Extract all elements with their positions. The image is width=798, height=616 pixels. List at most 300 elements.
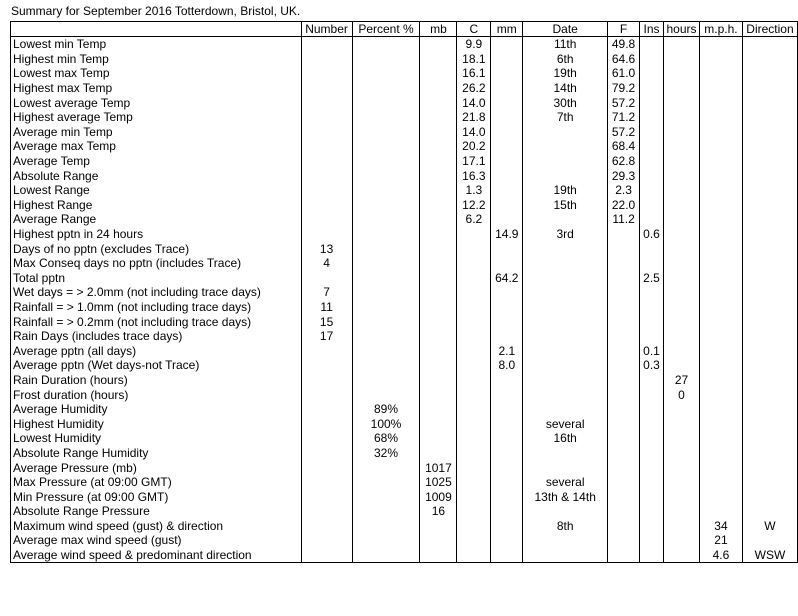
column-header-date: Date: [523, 22, 608, 37]
cell-fahrenheit: 29.3: [608, 168, 640, 183]
cell-number: 7: [301, 285, 352, 300]
cell-mm: [491, 446, 523, 461]
cell-percent: [352, 256, 420, 271]
table-row: [11, 37, 798, 52]
cell-inches: [640, 533, 664, 548]
cell-inches: [640, 373, 664, 388]
cell-fahrenheit: [608, 241, 640, 256]
cell-direction: [742, 446, 797, 461]
cell-date: 11th: [523, 37, 608, 52]
cell-mph: [699, 489, 742, 504]
table-row: [11, 256, 798, 271]
cell-celsius: [457, 373, 491, 388]
cell-mph: 21: [699, 533, 742, 548]
cell-hours: [664, 95, 700, 110]
cell-celsius: [457, 548, 491, 563]
cell-inches: [640, 95, 664, 110]
cell-inches: [640, 460, 664, 475]
cell-celsius: 16.1: [457, 66, 491, 81]
cell-mm: [491, 460, 523, 475]
cell-fahrenheit: 62.8: [608, 154, 640, 169]
cell-date: 13th & 14th: [523, 489, 608, 504]
cell-celsius: [457, 460, 491, 475]
cell-hours: [664, 241, 700, 256]
cell-percent: [352, 387, 420, 402]
table-row: [11, 168, 798, 183]
column-header-fahrenheit: F: [608, 22, 640, 37]
cell-inches: [640, 475, 664, 490]
cell-date: 30th: [523, 95, 608, 110]
cell-percent: [352, 241, 420, 256]
table-row: [11, 212, 798, 227]
cell-number: [301, 125, 352, 140]
cell-number: [301, 198, 352, 213]
cell-mph: [699, 387, 742, 402]
cell-date: [523, 241, 608, 256]
cell-percent: [352, 373, 420, 388]
cell-celsius: [457, 504, 491, 519]
page-title: Summary for September 2016 Totterdown, Bristol, UK.: [11, 4, 301, 18]
column-header-celsius: C: [457, 22, 491, 37]
cell-celsius: 9.9: [457, 37, 491, 52]
cell-mm: [491, 125, 523, 140]
cell-hours: [664, 154, 700, 169]
cell-inches: [640, 81, 664, 96]
cell-number: [301, 66, 352, 81]
table-row: [11, 154, 798, 169]
cell-hours: [664, 110, 700, 125]
cell-hours: [664, 504, 700, 519]
cell-direction: [742, 314, 797, 329]
cell-date: [523, 533, 608, 548]
cell-direction: [742, 256, 797, 271]
cell-mph: [699, 402, 742, 417]
row-label: Rain Days (includes trace days): [11, 329, 302, 344]
row-label: Min Pressure (at 09:00 GMT): [11, 489, 302, 504]
cell-hours: [664, 81, 700, 96]
cell-inches: [640, 212, 664, 227]
cell-celsius: [457, 519, 491, 534]
cell-celsius: 12.2: [457, 198, 491, 213]
cell-number: [301, 358, 352, 373]
column-header-direction: Direction: [742, 22, 797, 37]
cell-hours: [664, 343, 700, 358]
cell-date: [523, 212, 608, 227]
cell-direction: [742, 241, 797, 256]
cell-mph: [699, 504, 742, 519]
cell-celsius: [457, 358, 491, 373]
cell-mb: [420, 212, 457, 227]
row-label: Average Range: [11, 212, 302, 227]
cell-hours: [664, 271, 700, 286]
cell-fahrenheit: 61.0: [608, 66, 640, 81]
cell-hours: [664, 168, 700, 183]
cell-mm: 8.0: [491, 358, 523, 373]
cell-percent: [352, 271, 420, 286]
cell-percent: [352, 358, 420, 373]
cell-celsius: 26.2: [457, 81, 491, 96]
cell-hours: [664, 431, 700, 446]
cell-mm: [491, 110, 523, 125]
cell-inches: [640, 183, 664, 198]
column-header-mm: mm: [491, 22, 523, 37]
cell-number: [301, 95, 352, 110]
cell-direction: [742, 402, 797, 417]
cell-hours: [664, 227, 700, 242]
cell-number: [301, 212, 352, 227]
cell-percent: [352, 475, 420, 490]
cell-mb: [420, 37, 457, 52]
cell-mm: [491, 81, 523, 96]
header-row: [11, 22, 798, 37]
cell-mph: [699, 475, 742, 490]
cell-direction: [742, 416, 797, 431]
cell-date: [523, 314, 608, 329]
cell-inches: [640, 314, 664, 329]
cell-hours: [664, 183, 700, 198]
cell-percent: [352, 519, 420, 534]
cell-mph: [699, 227, 742, 242]
cell-inches: [640, 300, 664, 315]
cell-inches: 0.6: [640, 227, 664, 242]
cell-mph: [699, 431, 742, 446]
row-label: Highest max Temp: [11, 81, 302, 96]
column-header-label: [11, 22, 302, 37]
cell-hours: [664, 329, 700, 344]
cell-mph: [699, 66, 742, 81]
column-header-mb: mb: [420, 22, 457, 37]
cell-hours: [664, 548, 700, 563]
cell-mph: [699, 285, 742, 300]
cell-fahrenheit: [608, 504, 640, 519]
cell-celsius: 14.0: [457, 125, 491, 140]
cell-date: 15th: [523, 198, 608, 213]
table-row: [11, 446, 798, 461]
cell-direction: [742, 95, 797, 110]
row-label: Absolute Range Pressure: [11, 504, 302, 519]
cell-mph: [699, 198, 742, 213]
cell-mb: [420, 314, 457, 329]
cell-hours: 27: [664, 373, 700, 388]
cell-mb: [420, 139, 457, 154]
cell-hours: [664, 533, 700, 548]
cell-direction: [742, 300, 797, 315]
cell-mm: 2.1: [491, 343, 523, 358]
cell-fahrenheit: 57.2: [608, 95, 640, 110]
cell-mph: [699, 256, 742, 271]
table-row: [11, 519, 798, 534]
cell-fahrenheit: [608, 548, 640, 563]
cell-inches: [640, 168, 664, 183]
row-label: Average max wind speed (gust): [11, 533, 302, 548]
cell-celsius: [457, 227, 491, 242]
cell-percent: 68%: [352, 431, 420, 446]
cell-mm: [491, 285, 523, 300]
table-row: [11, 373, 798, 388]
cell-date: [523, 446, 608, 461]
table-body: [11, 37, 798, 563]
cell-percent: [352, 125, 420, 140]
row-label: Lowest average Temp: [11, 95, 302, 110]
cell-celsius: [457, 271, 491, 286]
cell-mm: [491, 548, 523, 563]
row-label: Lowest Humidity: [11, 431, 302, 446]
cell-percent: [352, 212, 420, 227]
cell-fahrenheit: [608, 519, 640, 534]
cell-mph: [699, 81, 742, 96]
cell-mph: [699, 300, 742, 315]
row-label: Total pptn: [11, 271, 302, 286]
cell-mb: [420, 387, 457, 402]
table-row: [11, 329, 798, 344]
cell-number: [301, 548, 352, 563]
cell-number: [301, 227, 352, 242]
table-row: [11, 81, 798, 96]
cell-mb: [420, 256, 457, 271]
row-label: Highest average Temp: [11, 110, 302, 125]
cell-celsius: [457, 475, 491, 490]
cell-percent: [352, 489, 420, 504]
cell-fahrenheit: [608, 373, 640, 388]
row-label: Maximum wind speed (gust) & direction: [11, 519, 302, 534]
cell-celsius: [457, 533, 491, 548]
row-label: Average min Temp: [11, 125, 302, 140]
cell-direction: [742, 66, 797, 81]
cell-fahrenheit: 64.6: [608, 52, 640, 67]
cell-percent: [352, 533, 420, 548]
cell-percent: [352, 548, 420, 563]
cell-date: [523, 329, 608, 344]
cell-date: [523, 300, 608, 315]
cell-inches: [640, 37, 664, 52]
cell-direction: [742, 329, 797, 344]
cell-inches: 0.1: [640, 343, 664, 358]
cell-mph: [699, 110, 742, 125]
cell-inches: [640, 329, 664, 344]
cell-number: 15: [301, 314, 352, 329]
cell-date: [523, 548, 608, 563]
cell-mph: [699, 446, 742, 461]
cell-percent: [352, 154, 420, 169]
cell-hours: [664, 314, 700, 329]
cell-date: [523, 387, 608, 402]
cell-inches: [640, 489, 664, 504]
cell-mb: 1017: [420, 460, 457, 475]
cell-inches: 2.5: [640, 271, 664, 286]
column-header-inches: Ins: [640, 22, 664, 37]
cell-mb: [420, 154, 457, 169]
cell-mph: [699, 52, 742, 67]
cell-mb: [420, 416, 457, 431]
cell-mph: [699, 329, 742, 344]
cell-date: several: [523, 416, 608, 431]
cell-inches: 0.3: [640, 358, 664, 373]
cell-mph: [699, 168, 742, 183]
table-row: [11, 285, 798, 300]
cell-mb: [420, 125, 457, 140]
cell-mb: [420, 183, 457, 198]
cell-direction: [742, 139, 797, 154]
cell-mb: [420, 110, 457, 125]
cell-hours: [664, 416, 700, 431]
row-label: Rainfall = > 1.0mm (not including trace days): [11, 300, 302, 315]
cell-celsius: [457, 387, 491, 402]
cell-fahrenheit: [608, 227, 640, 242]
cell-number: [301, 373, 352, 388]
cell-date: 3rd: [523, 227, 608, 242]
cell-fahrenheit: 22.0: [608, 198, 640, 213]
row-label: Days of no pptn (excludes Trace): [11, 241, 302, 256]
cell-mb: [420, 533, 457, 548]
cell-inches: [640, 110, 664, 125]
cell-fahrenheit: [608, 387, 640, 402]
cell-mb: [420, 95, 457, 110]
cell-percent: [352, 198, 420, 213]
table-row: [11, 183, 798, 198]
cell-direction: [742, 52, 797, 67]
table-row: [11, 460, 798, 475]
cell-direction: [742, 489, 797, 504]
cell-fahrenheit: 11.2: [608, 212, 640, 227]
cell-direction: [742, 343, 797, 358]
cell-celsius: [457, 329, 491, 344]
cell-percent: [352, 343, 420, 358]
cell-fahrenheit: [608, 285, 640, 300]
cell-mb: [420, 548, 457, 563]
cell-inches: [640, 154, 664, 169]
cell-mb: [420, 343, 457, 358]
cell-mb: [420, 329, 457, 344]
cell-celsius: [457, 446, 491, 461]
row-label: Rain Duration (hours): [11, 373, 302, 388]
cell-percent: [352, 504, 420, 519]
cell-inches: [640, 256, 664, 271]
cell-hours: [664, 37, 700, 52]
cell-mm: [491, 300, 523, 315]
row-label: Lowest max Temp: [11, 66, 302, 81]
cell-mph: [699, 358, 742, 373]
cell-number: [301, 139, 352, 154]
cell-hours: [664, 402, 700, 417]
cell-number: [301, 533, 352, 548]
cell-number: 17: [301, 329, 352, 344]
table-row: [11, 139, 798, 154]
table-row: [11, 110, 798, 125]
cell-hours: [664, 475, 700, 490]
cell-hours: [664, 519, 700, 534]
summary-table: [10, 21, 798, 563]
cell-inches: [640, 402, 664, 417]
row-label: Average pptn (all days): [11, 343, 302, 358]
cell-direction: [742, 373, 797, 388]
row-label: Average max Temp: [11, 139, 302, 154]
cell-inches: [640, 52, 664, 67]
row-label: Lowest Range: [11, 183, 302, 198]
cell-direction: [742, 504, 797, 519]
cell-percent: [352, 314, 420, 329]
cell-mm: [491, 154, 523, 169]
cell-direction: [742, 533, 797, 548]
cell-hours: [664, 66, 700, 81]
cell-hours: [664, 460, 700, 475]
cell-date: 16th: [523, 431, 608, 446]
row-label: Highest Humidity: [11, 416, 302, 431]
cell-inches: [640, 519, 664, 534]
cell-direction: [742, 81, 797, 96]
cell-mph: [699, 125, 742, 140]
row-label: Wet days = > 2.0mm (not including trace days): [11, 285, 302, 300]
cell-percent: [352, 95, 420, 110]
cell-celsius: 6.2: [457, 212, 491, 227]
cell-percent: [352, 329, 420, 344]
cell-fahrenheit: 71.2: [608, 110, 640, 125]
cell-mm: [491, 329, 523, 344]
cell-inches: [640, 504, 664, 519]
cell-number: [301, 183, 352, 198]
cell-fahrenheit: [608, 489, 640, 504]
cell-number: [301, 343, 352, 358]
cell-mm: 64.2: [491, 271, 523, 286]
cell-percent: [352, 52, 420, 67]
cell-date: 14th: [523, 81, 608, 96]
cell-hours: [664, 198, 700, 213]
cell-fahrenheit: [608, 256, 640, 271]
cell-hours: [664, 446, 700, 461]
cell-mph: [699, 154, 742, 169]
row-label: Average Pressure (mb): [11, 460, 302, 475]
cell-inches: [640, 446, 664, 461]
table-row: [11, 431, 798, 446]
table-row: [11, 358, 798, 373]
cell-celsius: [457, 343, 491, 358]
column-header-mph: m.p.h.: [699, 22, 742, 37]
row-label: Highest min Temp: [11, 52, 302, 67]
cell-mm: [491, 183, 523, 198]
table-row: [11, 66, 798, 81]
cell-direction: [742, 168, 797, 183]
cell-hours: 0: [664, 387, 700, 402]
cell-percent: 32%: [352, 446, 420, 461]
cell-mph: [699, 271, 742, 286]
cell-fahrenheit: [608, 533, 640, 548]
cell-fahrenheit: [608, 329, 640, 344]
cell-direction: [742, 475, 797, 490]
cell-celsius: [457, 314, 491, 329]
cell-celsius: [457, 241, 491, 256]
cell-number: 11: [301, 300, 352, 315]
cell-number: 4: [301, 256, 352, 271]
cell-mm: [491, 212, 523, 227]
cell-mm: [491, 66, 523, 81]
cell-percent: 100%: [352, 416, 420, 431]
cell-percent: [352, 37, 420, 52]
cell-direction: W: [742, 519, 797, 534]
cell-mm: [491, 475, 523, 490]
cell-inches: [640, 139, 664, 154]
cell-direction: [742, 285, 797, 300]
cell-mm: [491, 431, 523, 446]
cell-celsius: 21.8: [457, 110, 491, 125]
cell-mb: [420, 446, 457, 461]
row-label: Highest Range: [11, 198, 302, 213]
cell-number: [301, 271, 352, 286]
cell-mph: 4.6: [699, 548, 742, 563]
cell-number: [301, 446, 352, 461]
table-row: [11, 416, 798, 431]
cell-date: [523, 154, 608, 169]
cell-hours: [664, 212, 700, 227]
table-row: [11, 300, 798, 315]
